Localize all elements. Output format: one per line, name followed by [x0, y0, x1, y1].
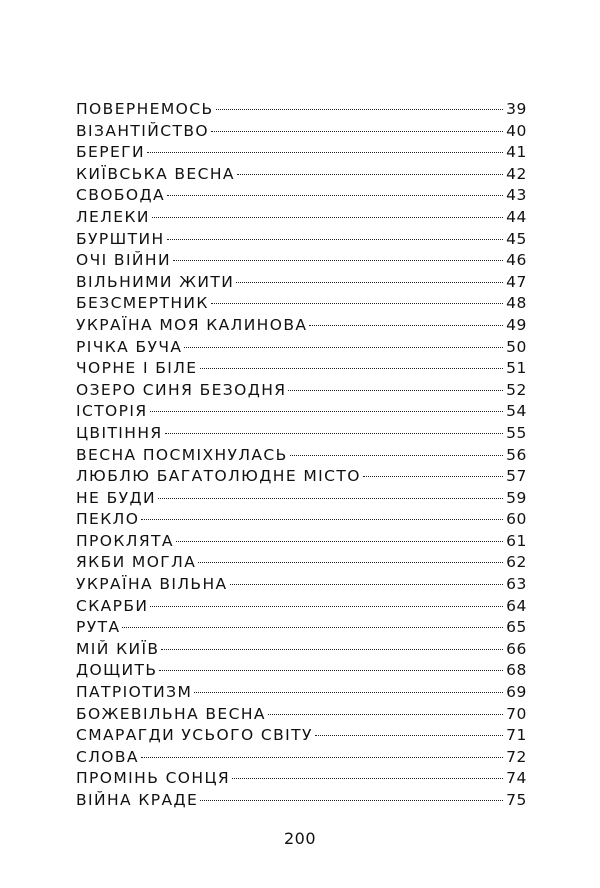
toc-entry-page: 60	[506, 510, 527, 529]
toc-entry	[76, 704, 527, 726]
toc-entry	[76, 293, 527, 315]
dot-leader	[288, 390, 503, 391]
dot-leader	[315, 735, 503, 736]
toc-entry-title: БУРШТИН	[76, 229, 165, 248]
toc-entry	[76, 768, 527, 790]
page-number: 200	[283, 829, 317, 848]
toc-entry-page: 42	[506, 164, 527, 183]
toc-entry-page: 40	[506, 121, 527, 140]
toc-entry-page: 75	[506, 791, 527, 809]
toc-entry	[76, 207, 527, 229]
toc-entry	[76, 488, 527, 510]
toc-entry-title: ЧОРНЕ І БІЛЕ	[76, 359, 198, 378]
toc-entry	[76, 121, 527, 143]
toc-entry-page: 46	[506, 251, 527, 270]
toc-entry	[76, 401, 527, 423]
dot-leader	[194, 692, 503, 693]
dot-leader	[141, 757, 503, 758]
toc-entry	[76, 229, 527, 251]
toc-entry-page: 56	[506, 445, 527, 464]
toc-entry	[76, 660, 527, 682]
dot-leader	[200, 368, 504, 369]
dot-leader	[363, 476, 503, 477]
dot-leader	[122, 627, 503, 628]
toc-entry	[76, 99, 527, 121]
dot-leader	[167, 195, 503, 196]
toc-entry-title: ДОЩИТЬ	[76, 661, 158, 680]
dot-leader	[158, 498, 503, 499]
toc-entry-title: ПАТРІОТИЗМ	[76, 683, 193, 702]
toc-entry-page: 72	[506, 747, 527, 766]
toc-entry-title: ЛЮБЛЮ БАГАТОЛЮДНЕ МІСТО	[76, 467, 361, 486]
toc-entry-page: 69	[506, 683, 527, 702]
toc-entry-title: БЕРЕГИ	[76, 143, 146, 162]
toc-entry-title: ОЗЕРО СИНЯ БЕЗОДНЯ	[76, 380, 287, 399]
toc-entry-page: 66	[506, 639, 527, 658]
toc-entry	[76, 617, 527, 639]
toc-entry-title: ІСТОРІЯ	[76, 402, 148, 421]
dot-leader	[173, 260, 503, 261]
toc-entry-title: БЕЗСМЕРТНИК	[76, 294, 209, 313]
dot-leader	[141, 519, 503, 520]
toc-entry	[76, 423, 527, 445]
toc-entry	[76, 315, 527, 337]
toc-entry-title: СКАРБИ	[76, 596, 149, 615]
toc-entry-page: 63	[506, 575, 527, 594]
toc-entry	[76, 574, 527, 596]
dot-leader	[211, 303, 503, 304]
toc-entry-page: 51	[506, 359, 527, 378]
toc-entry-title: ПОВЕРНЕМОСЬ	[76, 100, 214, 118]
toc-entry	[76, 185, 527, 207]
toc-entry-title: ВІЙНА КРАДЕ	[76, 791, 199, 809]
toc-entry-page: 55	[506, 423, 527, 442]
dot-leader	[230, 584, 504, 585]
toc-entry-page: 59	[506, 488, 527, 507]
toc-entry-title: ВІЗАНТІЙСТВО	[76, 121, 209, 140]
toc-entry-title: РУТА	[76, 618, 121, 637]
toc-entry	[76, 725, 527, 747]
dot-leader	[309, 325, 503, 326]
dot-leader	[268, 714, 503, 715]
toc-entry-page: 61	[506, 531, 527, 550]
dot-leader	[147, 152, 503, 153]
toc-entry-title: ЦВІТІННЯ	[76, 423, 163, 442]
toc-entry-title: ВІЛЬНИМИ ЖИТИ	[76, 272, 235, 291]
toc-entry	[76, 272, 527, 294]
dot-leader	[152, 217, 503, 218]
toc-entry-title: ЯКБИ МОГЛА	[76, 553, 197, 572]
dot-leader	[184, 347, 503, 348]
toc-entry	[76, 531, 527, 553]
toc-entry-title: ПРОКЛЯТА	[76, 531, 174, 550]
dot-leader	[236, 282, 503, 283]
toc-entry-title: МІЙ КИЇВ	[76, 639, 160, 658]
toc-entry-page: 47	[506, 272, 527, 291]
toc-entry	[76, 445, 527, 467]
toc-entry	[76, 682, 527, 704]
toc-entry-page: 54	[506, 402, 527, 421]
dot-leader	[150, 606, 503, 607]
dot-leader	[200, 800, 503, 801]
toc-entry-title: РІЧКА БУЧА	[76, 337, 183, 356]
toc-entry-page: 39	[506, 100, 527, 118]
table-of-contents	[76, 99, 527, 812]
toc-entry-title: СЛОВА	[76, 747, 139, 766]
dot-leader	[216, 109, 504, 110]
toc-entry-title: УКРАЇНА ВІЛЬНА	[76, 575, 228, 594]
toc-entry-page: 68	[506, 661, 527, 680]
toc-entry	[76, 337, 527, 359]
toc-entry-page: 45	[506, 229, 527, 248]
toc-entry	[76, 250, 527, 272]
dot-leader	[167, 239, 504, 240]
toc-entry-title: БОЖЕВІЛЬНА ВЕСНА	[76, 704, 266, 723]
toc-entry	[76, 596, 527, 618]
dot-leader	[150, 411, 504, 412]
toc-entry-page: 44	[506, 207, 527, 226]
toc-entry-page: 52	[506, 380, 527, 399]
toc-entry-title: ВЕСНА ПОСМІХНУЛАСЬ	[76, 445, 288, 464]
dot-leader	[237, 174, 503, 175]
toc-entry-page: 57	[506, 467, 527, 486]
dot-leader	[159, 670, 503, 671]
toc-entry-page: 49	[506, 315, 527, 334]
toc-entry-title: СВОБОДА	[76, 186, 166, 205]
dot-leader	[161, 649, 503, 650]
toc-entry	[76, 466, 527, 488]
dot-leader	[176, 541, 503, 542]
toc-entry-title: СМАРАГДИ УСЬОГО СВІТУ	[76, 726, 313, 745]
toc-entry-title: ПРОМІНЬ СОНЦЯ	[76, 769, 231, 788]
toc-entry-page: 74	[506, 769, 527, 788]
toc-entry-page: 71	[506, 726, 527, 745]
dot-leader	[232, 778, 503, 779]
toc-entry-title: КИЇВСЬКА ВЕСНА	[76, 164, 235, 183]
toc-entry-title: ОЧІ ВІЙНИ	[76, 251, 171, 270]
toc-entry-page: 62	[506, 553, 527, 572]
toc-entry-page: 41	[506, 143, 527, 162]
toc-entry-page: 43	[506, 186, 527, 205]
dot-leader	[290, 455, 503, 456]
toc-entry	[76, 164, 527, 186]
dot-leader	[198, 562, 503, 563]
toc-entry-page: 70	[506, 704, 527, 723]
toc-entry-page: 65	[506, 618, 527, 637]
toc-entry-page: 48	[506, 294, 527, 313]
dot-leader	[211, 131, 503, 132]
toc-entry-page: 64	[506, 596, 527, 615]
toc-entry	[76, 552, 527, 574]
toc-entry	[76, 639, 527, 661]
toc-entry	[76, 509, 527, 531]
toc-entry	[76, 790, 527, 812]
toc-entry-page: 50	[506, 337, 527, 356]
dot-leader	[165, 433, 504, 434]
toc-entry-title: УКРАЇНА МОЯ КАЛИНОВА	[76, 315, 308, 334]
toc-entry	[76, 747, 527, 769]
toc-entry-title: ПЕКЛО	[76, 510, 140, 529]
toc-entry	[76, 380, 527, 402]
toc-entry-title: НЕ БУДИ	[76, 488, 156, 507]
toc-entry	[76, 358, 527, 380]
toc-entry-title: ЛЕЛЕКИ	[76, 207, 150, 226]
toc-entry	[76, 142, 527, 164]
